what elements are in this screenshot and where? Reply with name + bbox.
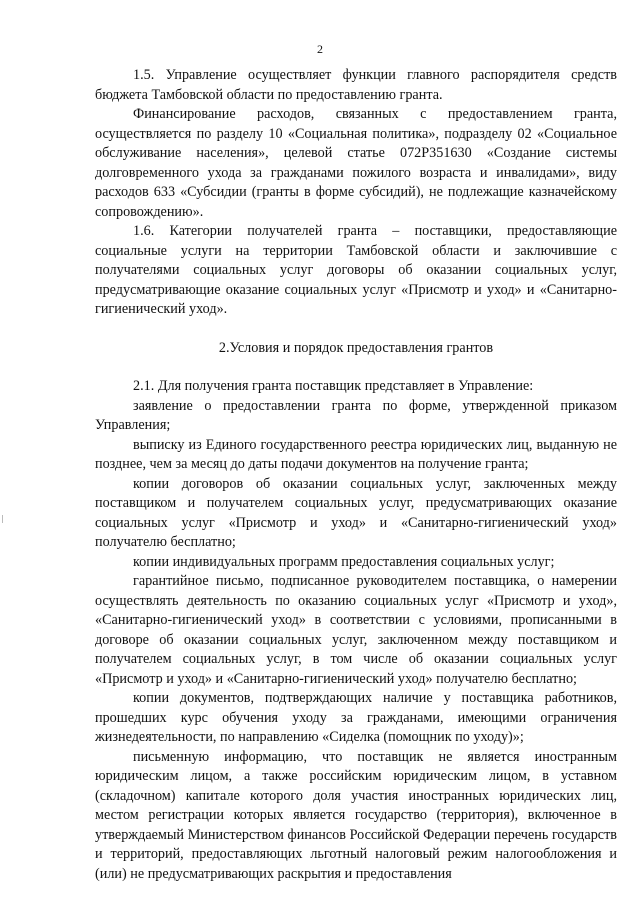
section-heading: 2.Условия и порядок предоставления грантов bbox=[218, 339, 494, 356]
list-item-contract-copies: копии договоров об оказании социальных услуг, заключенных между поставщиком и получателем социальных услуг, предусматривающих оказание социальных услуг «Присмотр и уход» и «Санитарно-гигиенический уход» получателю бесплатно; bbox=[95, 475, 617, 550]
paragraph-1-5: 1.5. Управление осуществляет функции главного распорядителя средств бюджета Тамбовской области по предоставлению гранта. bbox=[95, 67, 617, 103]
scan-edge-mark bbox=[2, 515, 3, 523]
paragraph-2-1: 2.1. Для получения гранта поставщик представляет в Управление: bbox=[133, 378, 534, 394]
list-item-guarantee-letter: гарантийное письмо, подписанное руководителем поставщика, о намерении осуществлять деятельность по оказанию социальных услуг «Присмотр и уход», «Санитарно-гигиенический уход» в соответствии с условиями, прописанными в договоре об оказании социальных услуг, заключенном между поставщиком и получателем социальных услуг, в том числе об оказании социальных услуг «Присмотр и уход» и «Санитарно-гигиенический уход» получателю бесплатно; bbox=[95, 573, 617, 687]
list-item-individual-programs: копии индивидуальных программ предоставления социальных услуг; bbox=[133, 553, 555, 570]
document-body bbox=[95, 66, 617, 884]
list-item-registry-extract: выписку из Единого государственного реестра юридических лиц, выданную не позднее, чем за месяц до даты подачи документов на получение гранта; bbox=[95, 436, 617, 472]
page-number: 2 bbox=[317, 42, 323, 56]
list-item-written-information: письменную информацию, что поставщик не является иностранным юридическим лицом, а также российским юридическим лицом, в уставном (складочном) капитале которого доля участия иностранных юридических лиц, местом регистрации которых является государство (территория), включенное в утверждаемый Министерством финансов Российской Федерации перечень государств и территорий, предоставляющих льготный налоговый режим налогообложения и (или) не предусматривающих раскрытия и предоставления bbox=[95, 748, 617, 882]
paragraph-financing: Финансирование расходов, связанных с предоставлением гранта, осуществляется по разделу 10 «Социальная политика», подразделу 02 «Социальное обслуживание населения», целевой статье 072Р351630 «Создание системы долговременного ухода за гражданами пожилого возраста и инвалидами», виду расходов 633 «Субсидии (гранты в форме субсидий), не подлежащие казначейскому сопровождению». bbox=[95, 106, 617, 220]
list-item-application: заявление о предоставлении гранта по форме, утвержденной приказом Управления; bbox=[95, 397, 617, 433]
list-item-staff-training-docs: копии документов, подтверждающих наличие у поставщика работников, прошедших курс обучения уходу за гражданами, имеющими ограничения жизнедеятельности, по направлению «Сиделка (помощник по уходу)»; bbox=[95, 690, 617, 745]
paragraph-1-6: 1.6. Категории получателей гранта – поставщики, предоставляющие социальные услуги на территории Тамбовской области и заключившие с получателями социальных услуг договоры об оказании социальных услуг, предусматривающие оказание социальных услуг «Присмотр и уход» и «Санитарно-гигиенический уход». bbox=[95, 223, 617, 317]
